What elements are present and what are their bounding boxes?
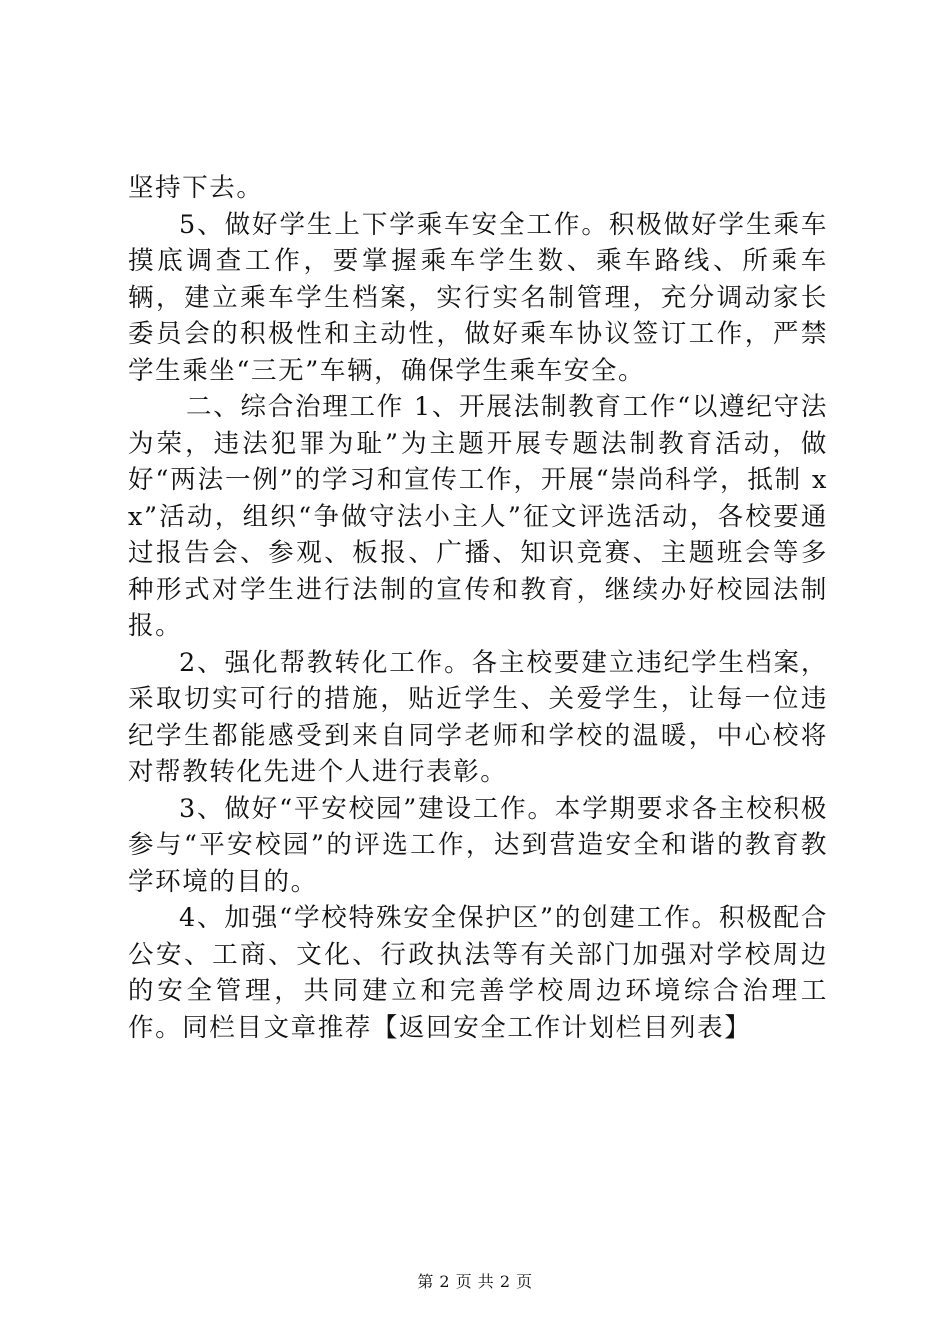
paragraph-section-2-legal-education: 二、综合治理工作 1、开展法制教育工作“以遵纪守法为荣，违法犯罪为耻”为主题开展专题法制教育活动，做好“两法一例”的学习和宣传工作，开展“崇尚科学，抵制 xx”活动，组织“争做守法小主人”征文评选活动，各校要通过报告会、参观、板报、广播、知识竞赛、主题班会等多种形式对学生进行法制的宣传和教育，继续办好校园法制报。 [128, 392, 828, 641]
paragraph-continuation: 坚持下去。 [128, 173, 264, 203]
page-number-footer: 第 2 页 共 2 页 [417, 1272, 533, 1291]
paragraph-item-4-protection-zone: 4、加强“学校特殊安全保护区”的创建工作。积极配合公安、工商、文化、行政执法等有关部门加强对学校周边的安全管理，共同建立和完善学校周边环境综合治理工作。同栏目文章推荐【返回安全工作计划栏目列表】 [128, 903, 828, 1043]
paragraph-item-3-safe-campus: 3、做好“平安校园”建设工作。本学期要求各主校积极参与“平安校园”的评选工作，达到营造安全和谐的教育教学环境的目的。 [128, 793, 828, 897]
paragraph-item-2-student-support: 2、强化帮教转化工作。各主校要建立违纪学生档案，采取切实可行的措施，贴近学生、关爱学生，让每一位违纪学生都能感受到来自同学老师和学校的温暖，中心校将对帮教转化先进个人进行表彰。 [128, 647, 828, 787]
paragraph-item-5-bus-safety: 5、做好学生上下学乘车安全工作。积极做好学生乘车摸底调查工作，要掌握乘车学生数、乘车路线、所乘车辆，建立乘车学生档案，实行实名制管理，充分调动家长委员会的积极性和主动性，做好乘车协议签订工作，严禁学生乘坐“三无”车辆，确保学生乘车安全。 [128, 209, 828, 386]
document-body [128, 170, 828, 1046]
